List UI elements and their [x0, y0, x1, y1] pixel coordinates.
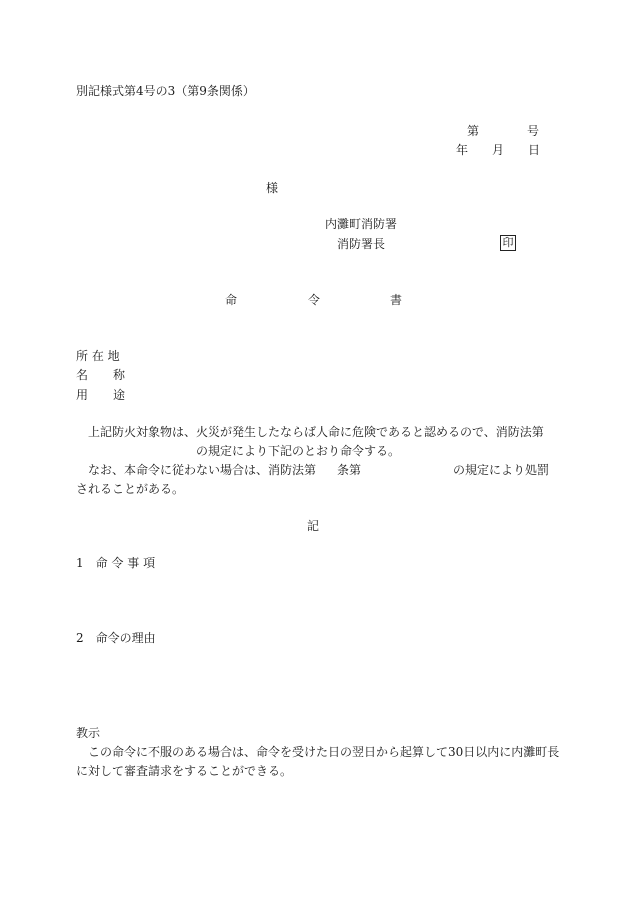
date-day: 日: [528, 143, 541, 157]
use-label-b: 途: [113, 388, 126, 402]
issuer-office: 内灘町消防署: [325, 217, 398, 231]
notice-line2: に対して審査請求をすることができる。: [76, 764, 293, 778]
notice-line1: この命令に不服のある場合は、命令を受けた日の翌日から起算して30日以内に内灘町長: [88, 745, 560, 759]
use-label-a: 用: [76, 388, 89, 402]
doc-title-char-3: 書: [390, 293, 403, 307]
body-p2-part2: 条第: [337, 463, 362, 477]
body-p1-line1: 上記防火対象物は、火災が発生したならば人命に危険であると認めるので、消防法第: [88, 425, 544, 439]
item-1-heading: 1 命 令 事 項: [76, 556, 156, 570]
notice-title: 教示: [76, 726, 101, 740]
item-2-heading: 2 命令の理由: [76, 631, 156, 645]
doc-title-char-2: 令: [308, 293, 321, 307]
number-prefix: 第: [467, 124, 480, 138]
seal-stamp: 印: [500, 235, 516, 251]
body-p1-line2: の規定により下記のとおり命令する。: [196, 444, 401, 458]
doc-title-char-1: 命: [225, 293, 238, 307]
date-year: 年: [456, 143, 469, 157]
body-p2-part1: なお、本命令に従わない場合は、消防法第: [88, 463, 317, 477]
location-label: 所 在 地: [76, 349, 120, 363]
form-label: 別記様式第4号の3（第9条関係）: [76, 84, 255, 98]
ki-heading: 記: [307, 519, 320, 533]
body-p2-line2: されることがある。: [76, 482, 185, 496]
issuer-title: 消防署長: [337, 237, 386, 251]
body-p2-part3: の規定により処罰: [453, 463, 550, 477]
name-label-b: 称: [113, 368, 126, 382]
date-month: 月: [492, 143, 505, 157]
number-suffix: 号: [527, 124, 540, 138]
addressee-suffix: 様: [266, 181, 279, 195]
name-label-a: 名: [76, 368, 89, 382]
